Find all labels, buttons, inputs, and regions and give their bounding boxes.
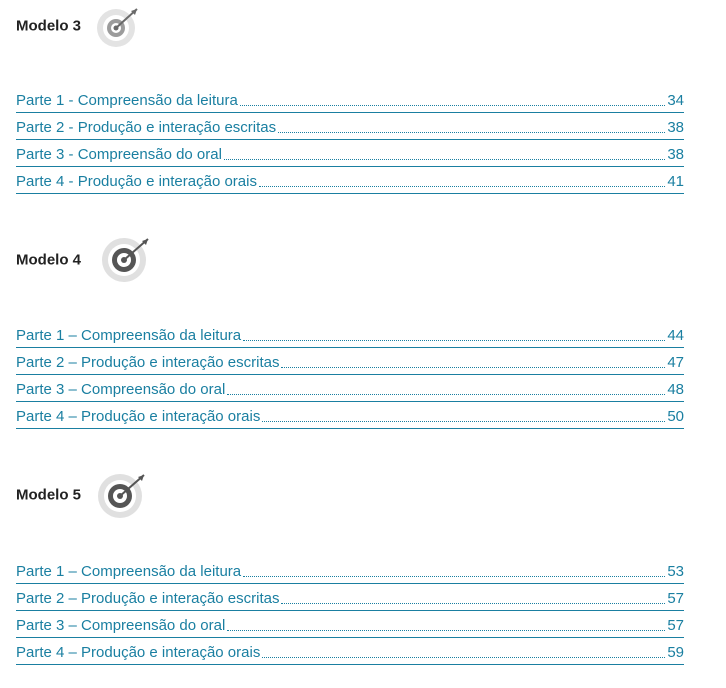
toc-entry-page: 38 bbox=[667, 146, 684, 163]
toc-leader bbox=[227, 629, 665, 631]
toc-entry[interactable] bbox=[16, 638, 684, 665]
toc-entry-page: 41 bbox=[667, 173, 684, 190]
toc-entry[interactable] bbox=[16, 348, 684, 375]
toc-entry-label: Parte 2 - Produção e interação escritas bbox=[16, 119, 277, 136]
toc-list-modelo-5 bbox=[16, 557, 684, 665]
toc-leader bbox=[278, 131, 665, 133]
toc-leader bbox=[227, 393, 665, 395]
toc-leader bbox=[281, 602, 665, 604]
section-modelo-3 bbox=[16, 6, 684, 46]
section-title: Modelo 5 bbox=[16, 486, 82, 504]
toc-entry[interactable] bbox=[16, 167, 684, 194]
toc-entry-page: 47 bbox=[667, 354, 684, 371]
toc-entry-page: 50 bbox=[667, 408, 684, 425]
toc-entry-page: 53 bbox=[667, 563, 684, 580]
toc-leader bbox=[224, 158, 665, 160]
toc-leader bbox=[262, 420, 665, 422]
toc-leader bbox=[262, 656, 665, 658]
toc-entry-label: Parte 3 – Compreensão do oral bbox=[16, 381, 226, 398]
toc-entry[interactable] bbox=[16, 140, 684, 167]
target-icon bbox=[96, 472, 148, 520]
toc-entry[interactable] bbox=[16, 113, 684, 140]
target-icon bbox=[100, 236, 152, 284]
section-header bbox=[16, 6, 684, 46]
toc-leader bbox=[243, 575, 665, 577]
toc-leader bbox=[240, 104, 666, 106]
toc-entry[interactable] bbox=[16, 584, 684, 611]
toc-entry[interactable] bbox=[16, 375, 684, 402]
toc-entry-label: Parte 4 – Produção e interação orais bbox=[16, 408, 261, 425]
toc-leader bbox=[259, 185, 665, 187]
toc-entry-page: 48 bbox=[667, 381, 684, 398]
toc-entry-label: Parte 3 – Compreensão do oral bbox=[16, 617, 226, 634]
toc-entry[interactable] bbox=[16, 611, 684, 638]
toc-leader bbox=[281, 366, 665, 368]
toc-entry-label: Parte 2 – Produção e interação escritas bbox=[16, 590, 280, 607]
target-icon bbox=[94, 6, 142, 48]
toc-entry-label: Parte 4 - Produção e interação orais bbox=[16, 173, 257, 190]
section-header bbox=[16, 472, 684, 518]
toc-entry-page: 44 bbox=[667, 327, 684, 344]
toc-entry-page: 38 bbox=[667, 119, 684, 136]
section-modelo-4 bbox=[16, 236, 684, 284]
section-modelo-5 bbox=[16, 472, 684, 518]
toc-entry[interactable] bbox=[16, 321, 684, 348]
toc-entry-page: 57 bbox=[667, 590, 684, 607]
section-title: Modelo 3 bbox=[16, 17, 82, 35]
toc-entry-label: Parte 2 – Produção e interação escritas bbox=[16, 354, 280, 371]
toc-leader bbox=[243, 339, 665, 341]
toc-entry-page: 34 bbox=[667, 92, 684, 109]
toc-entry-page: 59 bbox=[667, 644, 684, 661]
toc-entry-label: Parte 1 - Compreensão da leitura bbox=[16, 92, 238, 109]
toc-entry-page: 57 bbox=[667, 617, 684, 634]
toc-entry-label: Parte 1 – Compreensão da leitura bbox=[16, 563, 242, 580]
toc-entry-label: Parte 4 – Produção e interação orais bbox=[16, 644, 261, 661]
toc-entry-label: Parte 1 – Compreensão da leitura bbox=[16, 327, 242, 344]
toc-entry[interactable] bbox=[16, 86, 684, 113]
toc-entry[interactable] bbox=[16, 402, 684, 429]
section-header bbox=[16, 236, 684, 284]
toc-entry[interactable] bbox=[16, 557, 684, 584]
toc-list-modelo-3 bbox=[16, 86, 684, 194]
toc-list-modelo-4 bbox=[16, 321, 684, 429]
toc-entry-label: Parte 3 - Compreensão do oral bbox=[16, 146, 222, 163]
section-title: Modelo 4 bbox=[16, 251, 82, 269]
